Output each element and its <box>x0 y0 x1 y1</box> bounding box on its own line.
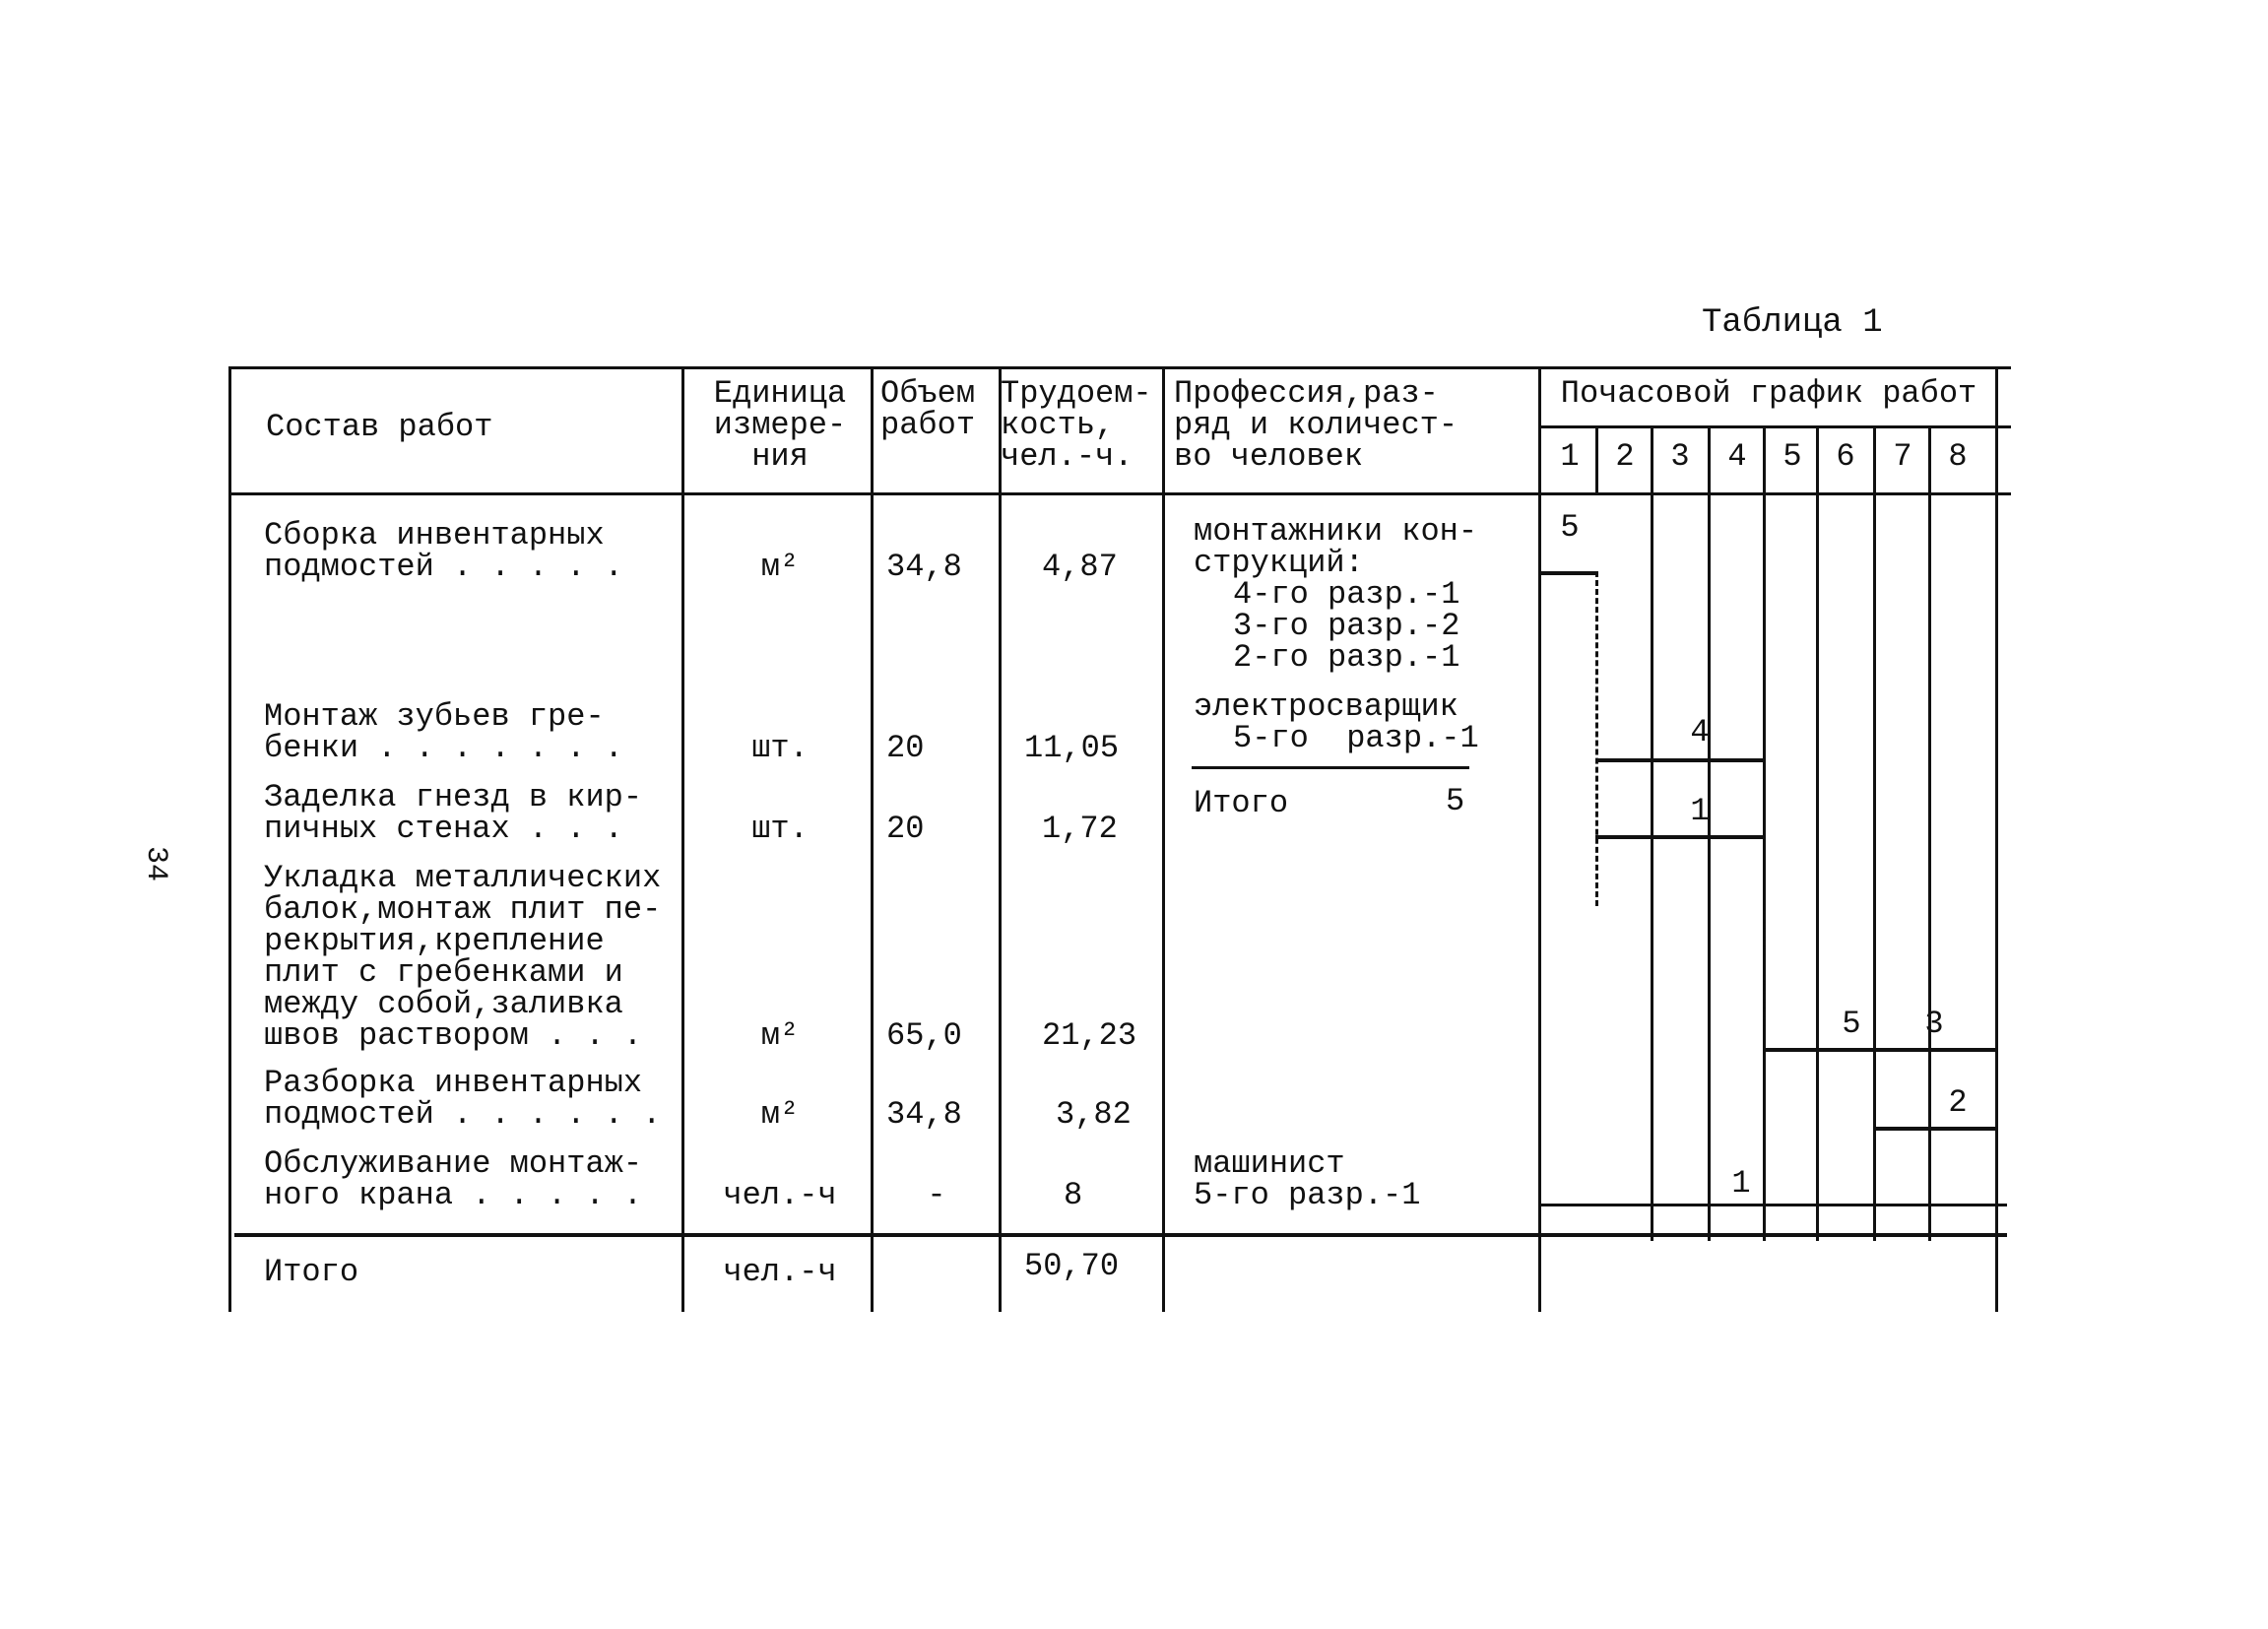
profession-line: 4-го разр.-1 <box>1233 576 1460 613</box>
hour-label-5: 5 <box>1782 438 1802 475</box>
header-unit-line3: ния <box>751 438 809 475</box>
hour-label-3: 3 <box>1670 438 1690 475</box>
hour-col-line <box>1708 425 1711 1241</box>
hour-label-7: 7 <box>1893 438 1912 475</box>
col-border-volume <box>871 366 874 1312</box>
total-row-border <box>234 1233 2007 1237</box>
row-volume: 34,8 <box>886 549 962 585</box>
row-work-line: пичных стенах . . . <box>264 811 623 847</box>
row-work-line: бенки . . . . . . . <box>264 730 623 766</box>
schedule-header-divider <box>1538 425 2011 428</box>
row-labor: 11,05 <box>1024 730 1120 766</box>
row-volume: - <box>927 1177 946 1213</box>
row-volume: 34,8 <box>886 1096 962 1133</box>
header-volume-line1: Объем <box>880 375 976 412</box>
total-labor: 50,70 <box>1024 1248 1120 1284</box>
col-border-right <box>1995 366 1998 1312</box>
total-unit: чел.-ч <box>723 1254 837 1290</box>
row-work-line: Монтаж зубьев гре- <box>264 698 605 735</box>
schedule-label: 5 <box>1560 509 1580 546</box>
hour-col-line <box>1816 425 1819 1241</box>
row-work-line: Сборка инвентарных <box>264 517 605 554</box>
header-labor-line2: кость, <box>1001 407 1115 443</box>
header-profession-line1: Профессия,раз- <box>1174 375 1439 412</box>
header-bottom-border <box>228 492 2011 495</box>
row-unit: м² <box>760 1096 800 1133</box>
hour-label-6: 6 <box>1836 438 1855 475</box>
schedule-connector <box>1595 571 1598 906</box>
header-unit-line2: измере- <box>713 407 847 443</box>
schedule-bar <box>1595 758 1763 762</box>
row-work-line: рекрытия,крепление <box>264 923 605 959</box>
row-unit: чел.-ч <box>723 1177 837 1213</box>
row-work-line: Укладка металлических <box>264 860 662 896</box>
schedule-label: 1 <box>1690 793 1710 829</box>
page-number: 34 <box>139 845 173 882</box>
row-unit: м² <box>760 1017 800 1054</box>
row-volume: 20 <box>886 730 925 766</box>
schedule-label: 3 <box>1924 1006 1944 1042</box>
row-labor: 4,87 <box>1042 549 1118 585</box>
schedule-bar <box>1763 1048 1995 1052</box>
profession-subtotal-line <box>1192 766 1469 769</box>
profession-line: электросварщик <box>1194 688 1458 725</box>
table-top-border <box>228 366 2011 369</box>
col-border-unit <box>681 366 684 1312</box>
header-unit-line1: Единица <box>713 375 847 412</box>
schedule-label: 2 <box>1948 1084 1968 1121</box>
schedule-connector <box>1763 886 1766 1044</box>
row-labor: 8 <box>1064 1177 1083 1213</box>
row-labor: 1,72 <box>1042 811 1118 847</box>
row-work-line: балок,монтаж плит пе- <box>264 891 662 928</box>
schedule-label: 1 <box>1731 1165 1751 1202</box>
hour-label-1: 1 <box>1560 438 1580 475</box>
row-work-line: подмостей . . . . . . <box>264 1096 662 1133</box>
hour-col-line <box>1763 425 1766 1241</box>
row-unit: шт. <box>751 811 809 847</box>
row-work-line: подмостей . . . . . <box>264 549 623 585</box>
row-volume: 65,0 <box>886 1017 962 1054</box>
header-labor-line1: Трудоем- <box>1001 375 1152 412</box>
hour-label-4: 4 <box>1727 438 1747 475</box>
header-volume-line2: работ <box>880 407 976 443</box>
hour-col-line <box>1651 425 1653 1241</box>
col-border-left <box>228 366 231 1312</box>
header-labor-line3: чел.-ч. <box>1001 438 1134 475</box>
profession-line: машинист <box>1194 1145 1345 1182</box>
schedule-label: 5 <box>1842 1006 1861 1042</box>
profession-line: 5-го разр.-1 <box>1233 720 1479 756</box>
table-title: Таблица 1 <box>1702 304 1883 342</box>
row-labor: 3,82 <box>1056 1096 1132 1133</box>
row-work-line: Обслуживание монтаж- <box>264 1145 643 1182</box>
row-work-line: Разборка инвентарных <box>264 1065 643 1101</box>
col-border-profession <box>1162 366 1165 1312</box>
row-work-line: ного крана . . . . . <box>264 1177 643 1213</box>
profession-line: 5-го разр.-1 <box>1194 1177 1421 1213</box>
hour-col-line <box>1873 425 1876 1241</box>
profession-line: струкций: <box>1194 545 1364 581</box>
col-border-labor <box>999 366 1002 1312</box>
header-profession-line3: во человек <box>1174 438 1364 475</box>
row-unit: м² <box>760 549 800 585</box>
header-work: Состав работ <box>266 409 493 445</box>
header-schedule: Почасовой график работ <box>1560 375 1977 412</box>
row-unit: шт. <box>751 730 809 766</box>
schedule-bar <box>1595 835 1763 839</box>
row-work-line: швов раствором . . . <box>264 1017 643 1054</box>
total-label: Итого <box>264 1254 359 1290</box>
row-labor: 21,23 <box>1042 1017 1137 1054</box>
profession-line: монтажники кон- <box>1194 513 1478 550</box>
profession-subtotal-value: 5 <box>1446 783 1465 819</box>
header-profession-line2: ряд и количест- <box>1174 407 1458 443</box>
schedule-label: 4 <box>1690 714 1710 750</box>
col-border-schedule <box>1538 366 1541 1312</box>
schedule-bar <box>1538 571 1597 575</box>
row-work-line: между собой,заливка <box>264 986 623 1022</box>
total-row-border-2 <box>1538 1204 2007 1206</box>
profession-line: 2-го разр.-1 <box>1233 639 1460 676</box>
row-work-line: Заделка гнезд в кир- <box>264 779 643 815</box>
schedule-bar <box>1873 1127 1995 1131</box>
hour-label-2: 2 <box>1615 438 1635 475</box>
row-work-line: плит с гребенками и <box>264 954 623 991</box>
hour-label-8: 8 <box>1948 438 1968 475</box>
profession-subtotal-label: Итого <box>1194 785 1289 821</box>
profession-line: 3-го разр.-2 <box>1233 608 1460 644</box>
row-volume: 20 <box>886 811 925 847</box>
